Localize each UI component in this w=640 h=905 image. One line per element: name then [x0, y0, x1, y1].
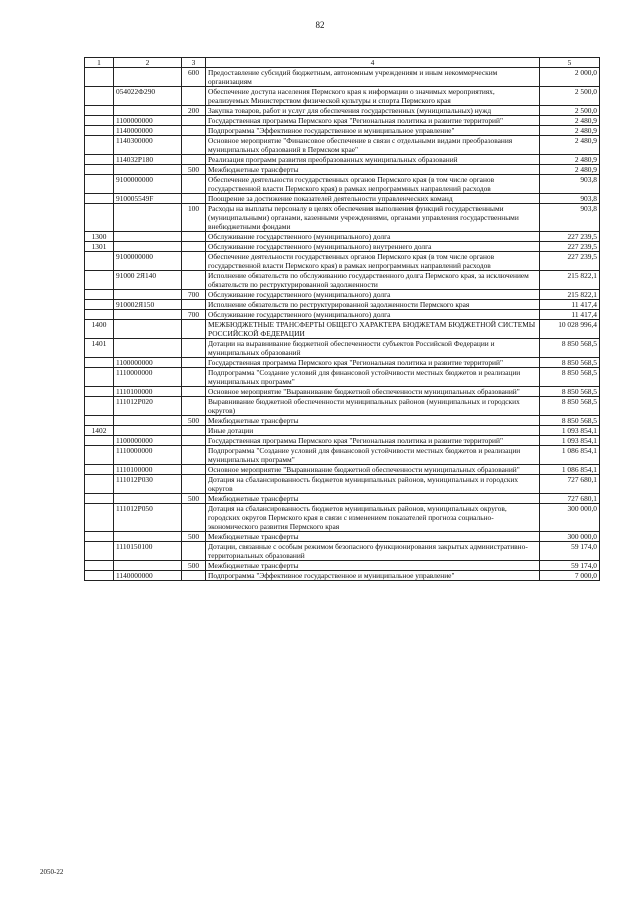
section-code-cell	[85, 290, 114, 300]
target-code-cell	[114, 242, 182, 252]
target-code-cell: 1110150100	[114, 542, 182, 561]
section-code-cell	[85, 494, 114, 504]
table-row	[85, 416, 600, 426]
section-code-cell	[85, 252, 114, 271]
target-code-cell: 1100000000	[114, 436, 182, 446]
target-code-cell: 1110100000	[114, 387, 182, 397]
table-row	[85, 87, 600, 106]
table-row	[85, 155, 600, 165]
target-code-cell	[114, 532, 182, 542]
item-name-cell: Обслуживание государственного (муниципального) долга	[206, 310, 540, 320]
expense-type-cell	[182, 571, 206, 581]
item-name-cell: Дотация на сбалансированность бюджетов муниципальных районов, муниципальных округов, городских округов Пермского края в связи с изменением показателей прогноза социально-экономического развития Пермского края	[206, 504, 540, 532]
expense-type-cell	[182, 126, 206, 136]
table-row	[85, 368, 600, 387]
table-row	[85, 271, 600, 290]
item-name-cell: Подпрограмма "Создание условий для финансовой устойчивости местных бюджетов и реализации муниципальных программ"	[206, 368, 540, 387]
section-code-cell	[85, 106, 114, 116]
item-name-cell: Государственная программа Пермского края "Региональная политика и развитие территорий"	[206, 436, 540, 446]
column-header: 3	[182, 58, 206, 68]
column-header: 5	[540, 58, 600, 68]
item-name-cell: Дотация на сбалансированность бюджетов муниципальных районов, муниципальных и городских округов	[206, 475, 540, 494]
expense-type-cell	[182, 242, 206, 252]
section-code-cell	[85, 175, 114, 194]
item-name-cell: Межбюджетные трансферты	[206, 165, 540, 175]
section-code-cell	[85, 165, 114, 175]
table-row	[85, 310, 600, 320]
item-name-cell: Межбюджетные трансферты	[206, 494, 540, 504]
target-code-cell: 111012Р030	[114, 475, 182, 494]
table-row	[85, 106, 600, 116]
item-name-cell: Выравнивание бюджетной обеспеченности муниципальных районов (муниципальных и городских округов)	[206, 397, 540, 416]
table-row	[85, 542, 600, 561]
table-row	[85, 126, 600, 136]
expense-type-cell	[182, 252, 206, 271]
item-name-cell: Предоставление субсидий бюджетным, автономным учреждениям и иным некоммерческим организациям	[206, 68, 540, 87]
table-row	[85, 252, 600, 271]
expense-type-cell: 700	[182, 310, 206, 320]
section-code-cell	[85, 504, 114, 532]
section-code-cell: 1401	[85, 339, 114, 358]
amount-cell: 227 239,5	[540, 232, 600, 242]
item-name-cell: Подпрограмма "Эффективное государственное и муниципальное управление"	[206, 571, 540, 581]
target-code-cell: 9100000000	[114, 252, 182, 271]
target-code-cell	[114, 426, 182, 436]
target-code-cell: 91000 2Я140	[114, 271, 182, 290]
expense-type-cell	[182, 175, 206, 194]
amount-cell: 8 850 568,5	[540, 387, 600, 397]
page-number: 82	[315, 20, 325, 30]
amount-cell: 8 850 568,5	[540, 368, 600, 387]
expense-type-cell	[182, 232, 206, 242]
item-name-cell: Межбюджетные трансферты	[206, 416, 540, 426]
section-code-cell: 1301	[85, 242, 114, 252]
table-header-row	[85, 58, 600, 68]
column-header: 2	[114, 58, 182, 68]
item-name-cell: Подпрограмма "Создание условий для финансовой устойчивости местных бюджетов и реализации муниципальных программ"	[206, 446, 540, 465]
target-code-cell	[114, 106, 182, 116]
table-row	[85, 339, 600, 358]
item-name-cell: Расходы на выплаты персоналу в целях обеспечения выполнения функций государственными (муниципальными) органами, казенными учреждениями, органами управления государственными внебюджетными фондами	[206, 204, 540, 232]
item-name-cell: Обеспечение деятельности государственных органов Пермского края (в том числе органов государственной власти Пермского края) в рамках непрограммных направлений расходов	[206, 175, 540, 194]
section-code-cell	[85, 542, 114, 561]
target-code-cell: 1110000000	[114, 446, 182, 465]
section-code-cell	[85, 271, 114, 290]
item-name-cell: Государственная программа Пермского края "Региональная политика и развитие территорий"	[206, 116, 540, 126]
section-code-cell	[85, 436, 114, 446]
expense-type-cell	[182, 475, 206, 494]
table-row	[85, 436, 600, 446]
section-code-cell	[85, 204, 114, 232]
expense-type-cell	[182, 136, 206, 155]
section-code-cell	[85, 416, 114, 426]
amount-cell: 2 480,9	[540, 165, 600, 175]
amount-cell: 1 086 854,1	[540, 465, 600, 475]
section-code-cell	[85, 116, 114, 126]
document-code: 2050-22	[40, 868, 64, 876]
amount-cell: 8 850 568,5	[540, 416, 600, 426]
target-code-cell: 1140300000	[114, 136, 182, 155]
item-name-cell: Обеспечение доступа населения Пермского края к информации о значимых мероприятиях, реализуемых Министерством физической культуры и спорта Пермского края	[206, 87, 540, 106]
section-code-cell	[85, 532, 114, 542]
section-code-cell	[85, 68, 114, 87]
table-row	[85, 504, 600, 532]
target-code-cell: 910005549F	[114, 194, 182, 204]
item-name-cell: Иные дотации	[206, 426, 540, 436]
expense-type-cell: 600	[182, 68, 206, 87]
item-name-cell: Исполнение обязательств по реструктурированной задолженности Пермского края	[206, 300, 540, 310]
table-row	[85, 571, 600, 581]
section-code-cell	[85, 387, 114, 397]
item-name-cell: Обслуживание государственного (муниципального) внутреннего долга	[206, 242, 540, 252]
table-row	[85, 232, 600, 242]
target-code-cell: 111012Р020	[114, 397, 182, 416]
amount-cell: 1 093 854,1	[540, 426, 600, 436]
target-code-cell: 1140000000	[114, 126, 182, 136]
table-row	[85, 475, 600, 494]
target-code-cell	[114, 165, 182, 175]
target-code-cell: 910002Я150	[114, 300, 182, 310]
expense-type-cell	[182, 446, 206, 465]
expense-type-cell: 100	[182, 204, 206, 232]
expense-type-cell: 500	[182, 494, 206, 504]
item-name-cell: Реализация программ развития преобразованных муниципальных образований	[206, 155, 540, 165]
amount-cell: 903,8	[540, 175, 600, 194]
target-code-cell	[114, 232, 182, 242]
expense-type-cell: 200	[182, 106, 206, 116]
amount-cell: 727 680,1	[540, 475, 600, 494]
target-code-cell: 1110100000	[114, 465, 182, 475]
section-code-cell: 1400	[85, 320, 114, 339]
table-row	[85, 561, 600, 571]
section-code-cell	[85, 136, 114, 155]
expense-type-cell	[182, 358, 206, 368]
expense-type-cell	[182, 320, 206, 339]
table-row	[85, 387, 600, 397]
item-name-cell: Обеспечение деятельности государственных органов Пермского края (в том числе органов государственной власти Пермского края) в рамках непрограммных направлений расходов	[206, 252, 540, 271]
expense-type-cell: 500	[182, 561, 206, 571]
table-row	[85, 426, 600, 436]
amount-cell: 2 500,0	[540, 87, 600, 106]
amount-cell: 8 850 568,5	[540, 339, 600, 358]
amount-cell: 300 000,0	[540, 532, 600, 542]
amount-cell: 59 174,0	[540, 561, 600, 571]
target-code-cell	[114, 339, 182, 358]
target-code-cell	[114, 290, 182, 300]
table-row	[85, 165, 600, 175]
expense-type-cell	[182, 397, 206, 416]
amount-cell: 215 822,1	[540, 271, 600, 290]
table-row	[85, 175, 600, 194]
expense-type-cell: 700	[182, 290, 206, 300]
amount-cell: 1 093 854,1	[540, 436, 600, 446]
amount-cell: 7 000,0	[540, 571, 600, 581]
expense-type-cell	[182, 465, 206, 475]
amount-cell: 227 239,5	[540, 242, 600, 252]
table-row	[85, 290, 600, 300]
section-code-cell: 1402	[85, 426, 114, 436]
amount-cell: 2 500,0	[540, 106, 600, 116]
amount-cell: 2 480,9	[540, 116, 600, 126]
table-row	[85, 397, 600, 416]
table-row	[85, 68, 600, 87]
column-header: 1	[85, 58, 114, 68]
table-row	[85, 320, 600, 339]
table-row	[85, 242, 600, 252]
item-name-cell: Исполнение обязательств по обслуживанию государственного долга Пермского края, за исключением обязательств по реструктурированной задолженности	[206, 271, 540, 290]
table-row	[85, 204, 600, 232]
expense-type-cell	[182, 116, 206, 126]
section-code-cell	[85, 368, 114, 387]
expense-type-cell	[182, 542, 206, 561]
item-name-cell: Государственная программа Пермского края "Региональная политика и развитие территорий"	[206, 358, 540, 368]
expense-type-cell	[182, 271, 206, 290]
amount-cell: 903,8	[540, 204, 600, 232]
table-row	[85, 136, 600, 155]
expense-type-cell	[182, 426, 206, 436]
section-code-cell: 1300	[85, 232, 114, 242]
amount-cell: 227 239,5	[540, 252, 600, 271]
item-name-cell: Обслуживание государственного (муниципального) долга	[206, 290, 540, 300]
amount-cell: 2 480,9	[540, 136, 600, 155]
section-code-cell	[85, 194, 114, 204]
item-name-cell: Закупка товаров, работ и услуг для обеспечения государственных (муниципальных) нужд	[206, 106, 540, 116]
budget-table	[84, 57, 600, 581]
item-name-cell: Подпрограмма "Эффективное государственное и муниципальное управление"	[206, 126, 540, 136]
expense-type-cell: 500	[182, 532, 206, 542]
section-code-cell	[85, 465, 114, 475]
item-name-cell: Межбюджетные трансферты	[206, 532, 540, 542]
item-name-cell: Основное мероприятие "Выравнивание бюджетной обеспеченности муниципальных образований"	[206, 387, 540, 397]
amount-cell: 903,8	[540, 194, 600, 204]
amount-cell: 2 480,9	[540, 126, 600, 136]
target-code-cell: 1110000000	[114, 368, 182, 387]
section-code-cell	[85, 87, 114, 106]
table-row	[85, 446, 600, 465]
item-name-cell: Основное мероприятие "Выравнивание бюджетной обеспеченности муниципальных образований"	[206, 465, 540, 475]
target-code-cell: 1100000000	[114, 116, 182, 126]
amount-cell: 11 417,4	[540, 310, 600, 320]
item-name-cell: Дотации на выравнивание бюджетной обеспеченности субъектов Российской Федерации и муниципальных образований	[206, 339, 540, 358]
target-code-cell	[114, 320, 182, 339]
section-code-cell	[85, 300, 114, 310]
section-code-cell	[85, 155, 114, 165]
table-row	[85, 532, 600, 542]
amount-cell: 10 028 996,4	[540, 320, 600, 339]
table-row	[85, 116, 600, 126]
item-name-cell: Основное мероприятие "Финансовое обеспечение в связи с отдельными видами преобразования муниципальных образований в Пермском крае"	[206, 136, 540, 155]
expense-type-cell: 500	[182, 165, 206, 175]
item-name-cell: Дотации, связанные с особым режимом безопасного функционирования закрытых административно-территориальных образований	[206, 542, 540, 561]
target-code-cell: 1140000000	[114, 571, 182, 581]
table-row	[85, 194, 600, 204]
expense-type-cell	[182, 87, 206, 106]
amount-cell: 59 174,0	[540, 542, 600, 561]
section-code-cell	[85, 310, 114, 320]
table-row	[85, 358, 600, 368]
item-name-cell: Межбюджетные трансферты	[206, 561, 540, 571]
section-code-cell	[85, 126, 114, 136]
expense-type-cell	[182, 339, 206, 358]
amount-cell: 1 086 854,1	[540, 446, 600, 465]
expense-type-cell: 500	[182, 416, 206, 426]
expense-type-cell	[182, 387, 206, 397]
amount-cell: 727 680,1	[540, 494, 600, 504]
expense-type-cell	[182, 194, 206, 204]
target-code-cell: 111012Р050	[114, 504, 182, 532]
target-code-cell: 1100000000	[114, 358, 182, 368]
target-code-cell	[114, 561, 182, 571]
expense-type-cell	[182, 436, 206, 446]
amount-cell: 2 480,9	[540, 155, 600, 165]
expense-type-cell	[182, 300, 206, 310]
target-code-cell	[114, 416, 182, 426]
amount-cell: 300 000,0	[540, 504, 600, 532]
expense-type-cell	[182, 155, 206, 165]
target-code-cell	[114, 494, 182, 504]
section-code-cell	[85, 446, 114, 465]
amount-cell: 8 850 568,5	[540, 358, 600, 368]
table-row	[85, 300, 600, 310]
table-row	[85, 494, 600, 504]
table-row	[85, 465, 600, 475]
amount-cell: 8 850 568,5	[540, 397, 600, 416]
item-name-cell: Поощрение за достижение показателей деятельности управленческих команд	[206, 194, 540, 204]
target-code-cell	[114, 68, 182, 87]
expense-type-cell	[182, 504, 206, 532]
target-code-cell: 114032Р180	[114, 155, 182, 165]
target-code-cell: 054022Ф290	[114, 87, 182, 106]
section-code-cell	[85, 397, 114, 416]
target-code-cell	[114, 204, 182, 232]
section-code-cell	[85, 561, 114, 571]
target-code-cell	[114, 310, 182, 320]
amount-cell: 11 417,4	[540, 300, 600, 310]
amount-cell: 215 822,1	[540, 290, 600, 300]
section-code-cell	[85, 571, 114, 581]
section-code-cell	[85, 475, 114, 494]
item-name-cell: Обслуживание государственного (муниципального) долга	[206, 232, 540, 242]
target-code-cell: 9100000000	[114, 175, 182, 194]
amount-cell: 2 000,0	[540, 68, 600, 87]
section-code-cell	[85, 358, 114, 368]
expense-type-cell	[182, 368, 206, 387]
item-name-cell: МЕЖБЮДЖЕТНЫЕ ТРАНСФЕРТЫ ОБЩЕГО ХАРАКТЕРА БЮДЖЕТАМ БЮДЖЕТНОЙ СИСТЕМЫ РОССИЙСКОЙ ФЕДЕРАЦИИ	[206, 320, 540, 339]
column-header: 4	[206, 58, 540, 68]
